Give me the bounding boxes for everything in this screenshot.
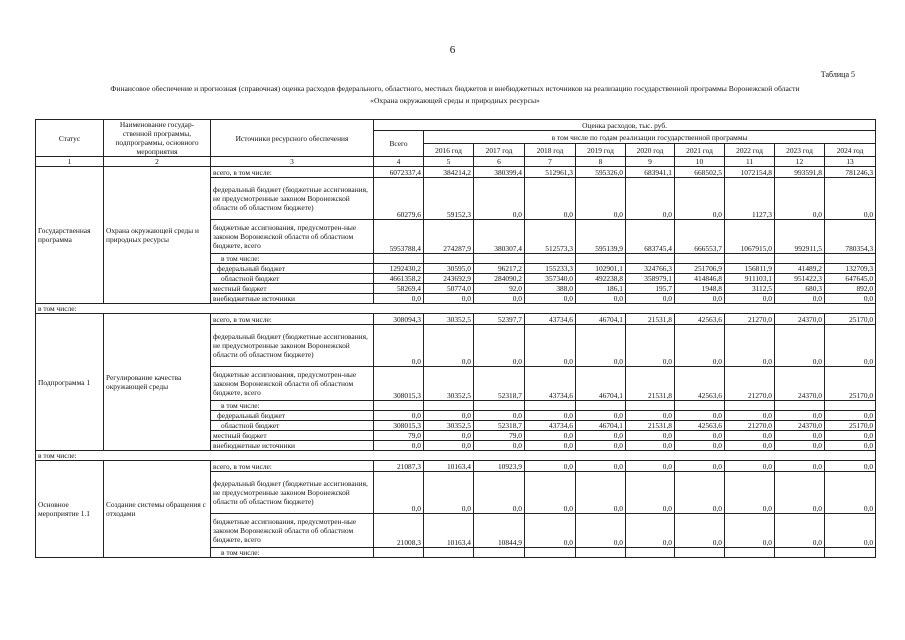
value-cell: 0,0 — [675, 461, 725, 472]
value-cell — [474, 548, 525, 558]
column-numbers-row — [36, 157, 876, 167]
value-cell: 10163,4 — [424, 461, 474, 472]
value-cell: 0,0 — [825, 431, 876, 441]
value-cell: 0,0 — [525, 325, 576, 367]
value-cell: 0,0 — [626, 472, 675, 514]
value-cell: 668502,5 — [675, 167, 725, 178]
value-cell: 0,0 — [775, 461, 825, 472]
value-cell: 25170,0 — [825, 314, 876, 325]
value-cell — [725, 401, 775, 411]
value-cell: 0,0 — [825, 514, 876, 548]
category-label: в том числе: — [36, 304, 876, 314]
value-cell: 21087,3 — [374, 461, 424, 472]
value-cell — [424, 548, 474, 558]
value-cell: 0,0 — [626, 325, 675, 367]
value-cell: 30352,5 — [424, 314, 474, 325]
value-cell: 58269,4 — [374, 284, 424, 294]
value-cell — [474, 254, 525, 264]
column-number: 8 — [576, 157, 626, 167]
value-cell: 0,0 — [474, 411, 525, 421]
source-label: местный бюджет — [211, 284, 374, 294]
value-cell — [626, 548, 675, 558]
value-cell: 0,0 — [725, 431, 775, 441]
column-number: 5 — [424, 157, 474, 167]
value-cell: 92,0 — [474, 284, 525, 294]
source-label: всего, в том числе: — [211, 461, 374, 472]
column-number: 10 — [675, 157, 725, 167]
header-row-1 — [36, 120, 876, 131]
value-cell: 0,0 — [374, 472, 424, 514]
value-cell: 492238,8 — [576, 274, 626, 284]
value-cell: 0,0 — [725, 514, 775, 548]
value-cell: 25170,0 — [825, 421, 876, 431]
value-cell — [525, 254, 576, 264]
category-label: в том числе: — [36, 451, 876, 461]
value-cell: 21531,8 — [626, 367, 675, 401]
value-cell: 0,0 — [374, 325, 424, 367]
value-cell — [424, 401, 474, 411]
source-label: всего, в том числе: — [211, 167, 374, 178]
category-row — [36, 451, 876, 461]
value-cell: 21270,0 — [725, 314, 775, 325]
source-label: всего, в том числе: — [211, 314, 374, 325]
header-year: 2016 год — [424, 144, 474, 157]
value-cell: 0,0 — [525, 441, 576, 451]
value-cell: 0,0 — [725, 472, 775, 514]
source-label: в том числе: — [211, 254, 374, 264]
value-cell: 992911,5 — [775, 220, 825, 254]
status-cell: Основное мероприятие 1.1 — [36, 461, 104, 558]
title-line-2: «Охрана окружающей среды и природных ресурсы» — [370, 96, 540, 105]
header-year: 2018 год — [525, 144, 576, 157]
value-cell: 21531,8 — [626, 421, 675, 431]
value-cell: 666553,7 — [675, 220, 725, 254]
value-cell: 911103,1 — [725, 274, 775, 284]
header-year: 2022 год — [725, 144, 775, 157]
value-cell: 595139,9 — [576, 220, 626, 254]
source-label: федеральный бюджет (бюджетные ассигнования, не предусмотренные законом Воронежской области об областном бюджете) — [211, 178, 374, 220]
value-cell: 0,0 — [576, 325, 626, 367]
value-cell: 0,0 — [424, 441, 474, 451]
value-cell: 46704,1 — [576, 421, 626, 431]
value-cell: 46704,1 — [576, 367, 626, 401]
value-cell — [576, 254, 626, 264]
value-cell: 0,0 — [825, 441, 876, 451]
value-cell: 380399,4 — [474, 167, 525, 178]
column-number: 4 — [374, 157, 424, 167]
header-estimate: Оценка расходов, тыс. руб. — [374, 120, 876, 131]
value-cell: 132709,3 — [825, 264, 876, 274]
value-cell: 25170,0 — [825, 367, 876, 401]
value-cell: 0,0 — [825, 178, 876, 220]
column-number: 9 — [626, 157, 675, 167]
program-name-cell: Охрана окружающей среды и природных ресурсы — [104, 167, 211, 304]
value-cell: 0,0 — [775, 441, 825, 451]
value-cell: 0,0 — [675, 472, 725, 514]
source-label: в том числе: — [211, 548, 374, 558]
value-cell: 52318,7 — [474, 367, 525, 401]
value-cell: 5953788,4 — [374, 220, 424, 254]
value-cell: 0,0 — [576, 431, 626, 441]
value-cell: 42563,6 — [675, 421, 725, 431]
value-cell: 155233,3 — [525, 264, 576, 274]
value-cell: 0,0 — [825, 472, 876, 514]
value-cell: 0,0 — [424, 472, 474, 514]
status-cell: Подпрограмма 1 — [36, 314, 104, 451]
value-cell: 21531,8 — [626, 314, 675, 325]
header-name: Наименование государ-ственной программы, подпрограммы, основного мероприятия — [104, 120, 211, 157]
value-cell: 243692,9 — [424, 274, 474, 284]
value-cell — [675, 401, 725, 411]
value-cell: 0,0 — [424, 325, 474, 367]
value-cell — [525, 401, 576, 411]
value-cell: 52318,7 — [474, 421, 525, 431]
value-cell: 79,0 — [474, 431, 525, 441]
value-cell: 0,0 — [525, 472, 576, 514]
value-cell: 0,0 — [576, 514, 626, 548]
source-label: в том числе: — [211, 401, 374, 411]
value-cell: 43734,6 — [525, 314, 576, 325]
value-cell: 308094,3 — [374, 314, 424, 325]
value-cell: 10844,9 — [474, 514, 525, 548]
value-cell: 647645,0 — [825, 274, 876, 284]
header-year: 2019 год — [576, 144, 626, 157]
value-cell: 0,0 — [675, 325, 725, 367]
value-cell: 1072154,8 — [725, 167, 775, 178]
value-cell — [775, 548, 825, 558]
value-cell: 43734,6 — [525, 421, 576, 431]
value-cell: 324766,3 — [626, 264, 675, 274]
value-cell: 1067915,0 — [725, 220, 775, 254]
value-cell: 30352,5 — [424, 367, 474, 401]
program-name-cell: Регулирование качества окружающей среды — [104, 314, 211, 451]
value-cell: 780354,3 — [825, 220, 876, 254]
title-line-1: Финансовое обеспечение и прогнозная (справочная) оценка расходов федерального, областного, местных бюджетов и внебюджетных источников на реализацию государственной программы Воронежской области — [110, 84, 800, 93]
value-cell: 96217,2 — [474, 264, 525, 274]
value-cell: 0,0 — [374, 294, 424, 304]
column-number: 11 — [725, 157, 775, 167]
value-cell — [825, 254, 876, 264]
value-cell: 4661358,2 — [374, 274, 424, 284]
source-label: внебюджетные источники — [211, 294, 374, 304]
value-cell: 21270,0 — [725, 367, 775, 401]
value-cell: 24370,0 — [775, 367, 825, 401]
value-cell: 0,0 — [626, 431, 675, 441]
source-label: федеральный бюджет (бюджетные ассигнования, не предусмотренные законом Воронежской области об областном бюджете) — [211, 325, 374, 367]
value-cell: 156811,9 — [725, 264, 775, 274]
value-cell: 0,0 — [374, 411, 424, 421]
value-cell — [725, 548, 775, 558]
value-cell: 680,3 — [775, 284, 825, 294]
value-cell: 0,0 — [775, 325, 825, 367]
value-cell: 10163,4 — [424, 514, 474, 548]
value-cell: 60279,6 — [374, 178, 424, 220]
column-number: 12 — [775, 157, 825, 167]
value-cell: 0,0 — [775, 514, 825, 548]
value-cell — [675, 548, 725, 558]
source-label: местный бюджет — [211, 431, 374, 441]
value-cell: 0,0 — [626, 461, 675, 472]
header-sources: Источники ресурсного обеспечения — [211, 120, 374, 157]
value-cell: 0,0 — [675, 178, 725, 220]
value-cell: 0,0 — [775, 411, 825, 421]
value-cell: 50774,0 — [424, 284, 474, 294]
value-cell: 21270,0 — [725, 421, 775, 431]
value-cell: 0,0 — [675, 441, 725, 451]
value-cell: 0,0 — [675, 514, 725, 548]
value-cell — [525, 548, 576, 558]
value-cell: 0,0 — [474, 178, 525, 220]
value-cell: 0,0 — [474, 472, 525, 514]
page-number: 6 — [449, 44, 456, 56]
value-cell: 308015,3 — [374, 421, 424, 431]
value-cell: 0,0 — [675, 411, 725, 421]
program-name-cell: Создание системы обращения с отходами — [104, 461, 211, 558]
table-row — [36, 314, 876, 325]
value-cell: 0,0 — [725, 411, 775, 421]
value-cell: 0,0 — [525, 431, 576, 441]
value-cell — [775, 254, 825, 264]
value-cell: 0,0 — [525, 514, 576, 548]
value-cell: 274287,9 — [424, 220, 474, 254]
header-status: Статус — [36, 120, 104, 157]
source-label: областной бюджет — [211, 274, 374, 284]
value-cell: 195,7 — [626, 284, 675, 294]
value-cell — [725, 254, 775, 264]
value-cell: 42563,6 — [675, 367, 725, 401]
value-cell: 781246,3 — [825, 167, 876, 178]
value-cell: 3112,5 — [725, 284, 775, 294]
value-cell: 384214,2 — [424, 167, 474, 178]
value-cell: 46704,1 — [576, 314, 626, 325]
value-cell: 251706,9 — [675, 264, 725, 274]
value-cell: 0,0 — [626, 411, 675, 421]
value-cell: 0,0 — [424, 431, 474, 441]
value-cell — [576, 548, 626, 558]
value-cell: 42563,6 — [675, 314, 725, 325]
value-cell: 0,0 — [474, 441, 525, 451]
value-cell: 0,0 — [725, 441, 775, 451]
header-year: 2017 год — [474, 144, 525, 157]
column-number: 6 — [474, 157, 525, 167]
source-label: бюджетные ассигнования, предусмотрен-ные законом Воронежской области об областном бюджете, всего — [211, 220, 374, 254]
value-cell: 0,0 — [626, 514, 675, 548]
value-cell — [374, 401, 424, 411]
value-cell: 186,1 — [576, 284, 626, 294]
value-cell — [374, 254, 424, 264]
value-cell — [626, 401, 675, 411]
column-number: 1 — [36, 157, 104, 167]
value-cell: 0,0 — [525, 294, 576, 304]
value-cell: 41489,2 — [775, 264, 825, 274]
table-title — [40, 83, 870, 107]
header-year: 2023 год — [775, 144, 825, 157]
table-row — [36, 461, 876, 472]
value-cell — [576, 401, 626, 411]
value-cell: 0,0 — [424, 294, 474, 304]
value-cell: 0,0 — [825, 461, 876, 472]
value-cell: 0,0 — [825, 294, 876, 304]
value-cell: 357340,0 — [525, 274, 576, 284]
value-cell: 1292430,2 — [374, 264, 424, 274]
value-cell: 308015,3 — [374, 367, 424, 401]
value-cell — [374, 548, 424, 558]
value-cell: 0,0 — [825, 325, 876, 367]
value-cell: 0,0 — [725, 461, 775, 472]
column-number: 7 — [525, 157, 576, 167]
table-row — [36, 167, 876, 178]
value-cell: 358979,1 — [626, 274, 675, 284]
value-cell — [775, 401, 825, 411]
value-cell: 24370,0 — [775, 314, 825, 325]
value-cell: 10923,9 — [474, 461, 525, 472]
value-cell: 0,0 — [525, 461, 576, 472]
value-cell: 284090,2 — [474, 274, 525, 284]
value-cell: 993591,8 — [775, 167, 825, 178]
source-label: внебюджетные источники — [211, 441, 374, 451]
value-cell: 30595,0 — [424, 264, 474, 274]
value-cell: 59152,3 — [424, 178, 474, 220]
header-year: 2020 год — [626, 144, 675, 157]
finance-table — [35, 119, 876, 558]
value-cell: 0,0 — [576, 461, 626, 472]
status-cell: Государственная программа — [36, 167, 104, 304]
table-body — [36, 120, 876, 558]
value-cell: 414846,8 — [675, 274, 725, 284]
category-row — [36, 304, 876, 314]
value-cell: 0,0 — [576, 472, 626, 514]
header-by-years: в том числе по годам реализации государственной программы — [424, 131, 876, 144]
column-number: 2 — [104, 157, 211, 167]
value-cell: 595326,0 — [576, 167, 626, 178]
value-cell — [424, 254, 474, 264]
value-cell: 0,0 — [474, 294, 525, 304]
value-cell: 0,0 — [626, 294, 675, 304]
source-label: федеральный бюджет (бюджетные ассигнования, не предусмотренные законом Воронежской области об областном бюджете) — [211, 472, 374, 514]
value-cell: 892,0 — [825, 284, 876, 294]
table-label: Таблица 5 — [820, 70, 855, 79]
value-cell: 0,0 — [725, 325, 775, 367]
value-cell: 0,0 — [825, 411, 876, 421]
source-label: областной бюджет — [211, 421, 374, 431]
source-label: бюджетные ассигнования, предусмотрен-ные законом Воронежской области об областном бюджете, всего — [211, 514, 374, 548]
value-cell: 0,0 — [374, 441, 424, 451]
value-cell: 6072337,4 — [374, 167, 424, 178]
value-cell: 52397,7 — [474, 314, 525, 325]
value-cell: 79,0 — [374, 431, 424, 441]
value-cell: 30352,5 — [424, 421, 474, 431]
value-cell: 0,0 — [474, 325, 525, 367]
value-cell: 0,0 — [525, 411, 576, 421]
value-cell: 0,0 — [725, 294, 775, 304]
value-cell — [675, 254, 725, 264]
value-cell: 0,0 — [675, 294, 725, 304]
value-cell: 0,0 — [775, 294, 825, 304]
value-cell: 1948,8 — [675, 284, 725, 294]
value-cell: 0,0 — [626, 178, 675, 220]
value-cell: 24370,0 — [775, 421, 825, 431]
value-cell: 951422,3 — [775, 274, 825, 284]
value-cell: 0,0 — [626, 441, 675, 451]
value-cell: 683941,1 — [626, 167, 675, 178]
value-cell: 0,0 — [424, 411, 474, 421]
column-number: 13 — [825, 157, 876, 167]
value-cell: 512573,3 — [525, 220, 576, 254]
value-cell: 0,0 — [775, 472, 825, 514]
value-cell: 102901,1 — [576, 264, 626, 274]
source-label: федеральный бюджет — [211, 411, 374, 421]
value-cell: 388,0 — [525, 284, 576, 294]
value-cell: 1127,3 — [725, 178, 775, 220]
value-cell: 0,0 — [576, 441, 626, 451]
value-cell — [825, 548, 876, 558]
column-number: 3 — [211, 157, 374, 167]
value-cell: 512961,3 — [525, 167, 576, 178]
value-cell: 0,0 — [525, 178, 576, 220]
header-year: 2024 год — [825, 144, 876, 157]
value-cell: 0,0 — [775, 431, 825, 441]
value-cell: 0,0 — [775, 178, 825, 220]
header-year: 2021 год — [675, 144, 725, 157]
value-cell — [474, 401, 525, 411]
source-label: бюджетные ассигнования, предусмотрен-ные законом Воронежской области об областном бюджете, всего — [211, 367, 374, 401]
value-cell: 0,0 — [576, 294, 626, 304]
value-cell: 0,0 — [675, 431, 725, 441]
value-cell: 21008,3 — [374, 514, 424, 548]
value-cell — [825, 401, 876, 411]
value-cell: 0,0 — [576, 178, 626, 220]
source-label: федеральный бюджет — [211, 264, 374, 274]
header-total: Всего — [374, 131, 424, 157]
value-cell: 43734,6 — [525, 367, 576, 401]
value-cell — [626, 254, 675, 264]
value-cell: 380307,4 — [474, 220, 525, 254]
value-cell: 683745,4 — [626, 220, 675, 254]
value-cell: 0,0 — [576, 411, 626, 421]
